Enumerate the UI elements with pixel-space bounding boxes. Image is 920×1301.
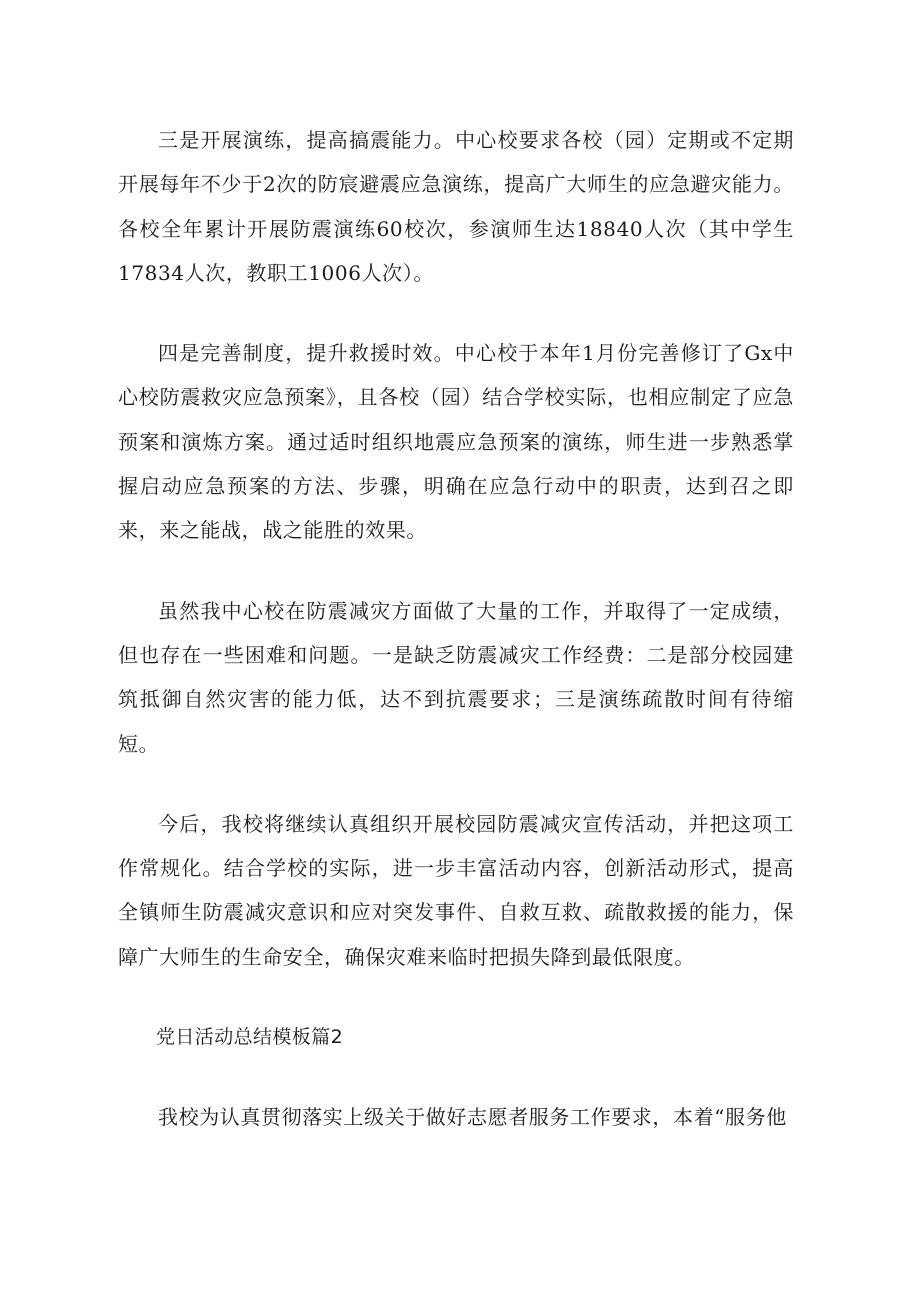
paragraph-volunteer: 我校为认真贯彻落实上级关于做好志愿者服务工作要求，本着“服务他 bbox=[158, 1105, 787, 1130]
section-heading: 党日活动总结模板篇2 bbox=[156, 1026, 344, 1049]
paragraph-drill: 三是开展演练，提高搞震能力。中心校要求各校（园）定期或不定期开展每年不少于2次的防宸避震应急演练，提高广大师生的应急避灾能力。各校全年累计开展防震演练60校次，参演师生达18840人次（其中学生17834人次，教职工1006人次）。 bbox=[118, 128, 794, 285]
paragraph-system: 四是完善制度，提升救援时效。中心校于本年1月份完善修订了Gx中心校防震救灾应急预案》，且各校（园）结合学校实际，也相应制定了应急预案和演炼方案。通过适时组织地震应急预案的演练，师生进一步熟悉掌握启动应急预案的方法、步骤，明确在应急行动中的职责，达到召之即来，来之能战，战之能胜的效果。 bbox=[118, 341, 794, 543]
document-body bbox=[118, 118, 794, 1176]
paragraph-future: 今后，我校将继续认真组织开展校园防震减灾宣传活动，并把这项工作常规化。结合学校的实际，进一步丰富活动内容，创新活动形式，提高全镇师生防震减灾意识和应对突发事件、自救互救、疏散救援的能力，保障广大师生的生命安全，确保灾难来临时把损失降到最低限度。 bbox=[118, 811, 794, 969]
paragraph-problems: 虽然我中心校在防震减灾方面做了大量的工作，并取得了一定成绩，但也存在一些困难和问题。一是缺乏防震减灾工作经费：二是部分校园建筑抵御自然灾害的能力低，达不到抗震要求；三是演练疏散时间有待缩短。 bbox=[118, 598, 794, 756]
